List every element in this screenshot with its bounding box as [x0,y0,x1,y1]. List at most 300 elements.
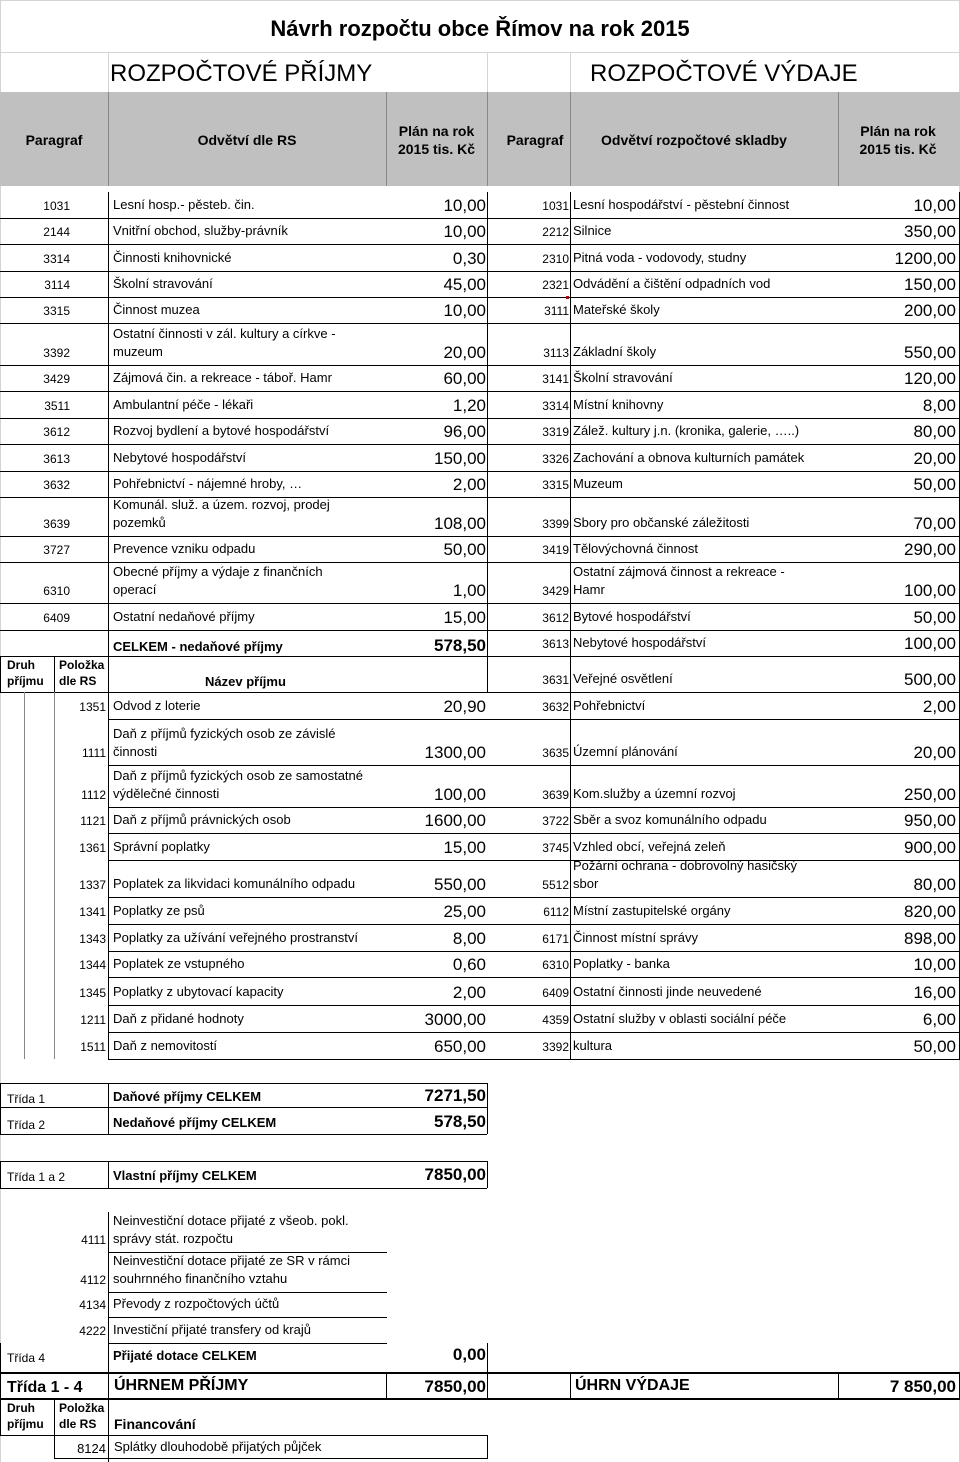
grid-line [487,1059,960,1060]
income-row-value: 1,00 [452,581,486,600]
grid-line [487,444,960,445]
grid-line [487,630,960,631]
tax-row-value: 550,00 [434,875,486,894]
splatky-name: Splátky dlouhodobě přijatých půjček [114,1439,322,1454]
grid-line [0,562,487,563]
tax-row-name: Odvod z loterie [113,698,201,713]
trida4-value: 0,00 [452,1345,486,1364]
grid-line [487,562,960,563]
tax-row-value: 0,60 [452,955,486,974]
grid-line [108,391,109,418]
grid-line [108,471,109,497]
expense-row-name: Pitná voda - vodovody, studny [573,250,747,265]
tax-row-name: Poplatky z ubytovací kapacity [113,984,284,999]
income-row-name: Činnost muzea [113,302,200,317]
grid-line [108,897,109,924]
grid-line [487,692,960,693]
expense-row-name: Činnost místní správy [573,930,698,945]
grid-line [108,1005,109,1032]
header-odvetvi-rs: Odvětví dle RS [197,132,297,148]
fin-dle-rs-label: dle RS [59,1417,97,1431]
expense-row-value: 120,00 [904,369,956,388]
grid-line [570,951,571,977]
income-row-code: 3392 [43,346,70,360]
grid-line [108,977,109,1005]
expense-row-code: 3392 [542,1040,569,1054]
grid-line [570,833,571,860]
expense-row-value: 950,00 [904,811,956,830]
tax-row-code: 1111 [81,746,106,760]
expense-row-code: 6112 [543,905,569,919]
expense-row-code: 3111 [544,304,569,318]
expense-row-value: 250,00 [904,785,956,804]
dotace-row-code: 4134 [79,1298,106,1312]
expense-row-value: 500,00 [904,670,956,689]
income-row-code: 3429 [43,372,70,386]
grid-line [487,656,960,657]
grid-line [487,297,960,298]
grid-line [108,562,109,603]
expense-row-code: 2321 [542,278,569,292]
income-row-name: Lesní hosp.- pěsteb. čin. [113,197,255,212]
financovani-label: Financování [114,1416,196,1432]
grid-line [0,1343,1,1372]
grid-line [570,807,571,833]
expense-row-code: 6171 [542,932,569,946]
expense-row-name: Poplatky - banka [573,956,670,971]
tax-row-code: 1511 [80,1040,106,1054]
grid-line [570,692,571,719]
grid-line [570,977,571,1005]
grid-line [108,244,109,271]
grid-line [108,1005,487,1006]
income-row-name: Činnosti knihovnické [113,250,232,265]
expense-row-name: Ostatní činnosti jinde neuvedené [573,984,762,999]
grid-line [570,1005,571,1032]
expense-row-code: 3326 [542,452,569,466]
income-row-name: Ambulantní péče - lékaři [113,397,254,412]
expense-row-code: 6409 [542,986,569,1000]
tax-row-value: 1300,00 [424,743,486,762]
grid-line [108,951,109,977]
expense-row-code: 2310 [542,252,569,266]
grid-line [570,656,571,692]
tax-row-value: 20,90 [443,697,486,716]
expense-row-name: Kom.služby a územní rozvoj [573,786,736,801]
expense-row-value: 2,00 [922,697,956,716]
grid-line [108,897,487,898]
tax-row-value: 15,00 [443,838,486,857]
grid-line [570,924,571,951]
grid-line [108,444,109,471]
income-row-code: 1031 [43,199,70,213]
expense-row-value: 100,00 [904,634,956,653]
expense-row-code: 3722 [542,814,569,828]
expense-row-value: 50,00 [913,475,956,494]
grid-line [108,1317,109,1343]
income-row-value: 45,00 [443,275,486,294]
grid-line [487,244,960,245]
expense-row-code: 3314 [542,399,569,413]
tax-row-name: Poplatky za užívání veřejného prostranství [113,930,358,945]
header-plan-line2: 2015 tis. Kč [397,141,476,157]
tax-row-code: 1343 [79,932,106,946]
grid-line [108,1343,387,1344]
expense-row-code: 3632 [542,700,569,714]
fin-druh-label: Druh [7,1401,35,1415]
tax-row-code: 1211 [80,1013,106,1027]
income-row-value: 2,00 [452,475,486,494]
dle-rs-label: dle RS [59,674,97,688]
grid-line [570,497,571,536]
grid-line [108,833,109,860]
tax-row-name: Daň z příjmů fyzických osob ze samostatné [113,768,363,783]
grid-line [108,536,109,562]
grid-line [487,218,960,219]
grid-line [487,897,960,898]
expense-row-value: 50,00 [913,608,956,627]
header-paragraf: Paragraf [25,132,83,148]
tax-row-name: Poplatky ze psů [113,903,205,918]
grid-line [108,1032,109,1059]
grid-line [108,692,109,719]
expense-row-code: 5512 [542,878,569,892]
grid-line [487,471,960,472]
income-row-code: 3511 [44,399,70,413]
expense-row-value: 150,00 [904,275,956,294]
expense-row-name: Zachování a obnova kulturních památek [573,450,805,465]
expense-row-name: Lesní hospodářství - pěstební činnost [573,197,790,212]
expense-row-name: Ostatní služby v oblasti sociální péče [573,1011,787,1026]
income-row-code: 6409 [43,611,70,625]
celkem-nedanove-value: 578,50 [434,636,486,655]
grid-line [570,765,571,807]
expense-row-code: 1031 [542,199,569,213]
income-row-value: 0,30 [452,249,486,268]
grid-line [108,218,109,244]
expense-row-value: 10,00 [913,196,956,215]
polozka-label: Položka [59,658,105,672]
income-row-code: 3639 [43,517,70,531]
page-title: Návrh rozpočtu obce Římov na rok 2015 [270,16,690,41]
expense-row-name: Mateřské školy [573,302,660,317]
expense-row-code: 3639 [542,788,569,802]
grid-line [108,977,487,978]
expense-row-code: 6310 [542,958,569,972]
prijmu-label: příjmu [7,674,44,688]
grid-line [108,807,109,833]
income-row-code: 3613 [43,452,70,466]
expense-row-value: 50,00 [913,1037,956,1056]
grid-line [0,536,487,537]
dotace-row-code: 4111 [81,1233,106,1247]
grid-line [570,860,571,897]
grid-line [108,271,109,297]
expense-row-value: 290,00 [904,540,956,559]
grid-line [0,365,487,366]
expense-row-code: 4359 [542,1013,569,1027]
grid-line [487,1343,488,1372]
expense-row-name: Sbory pro občanské záležitosti [573,515,750,530]
income-row-name: Ostatní nedaňové příjmy [113,609,255,624]
tax-row-value: 650,00 [434,1037,486,1056]
grid-line [570,192,571,218]
expense-section-title: ROZPOČTOVÉ VÝDAJE [590,60,858,87]
expense-row-value: 900,00 [904,838,956,857]
grid-line [108,833,487,834]
expense-row-code: 3113 [543,346,569,360]
grid-line [108,365,109,391]
grid-line [0,391,487,392]
expense-row-value: 10,00 [913,955,956,974]
grid-line [570,271,571,297]
expense-row-name: Tělovýchovná činnost [573,541,699,556]
tax-row-name: Daň z nemovitostí [113,1038,218,1053]
expense-row-code: 3419 [542,543,569,557]
income-row-code: 2144 [43,225,70,239]
expense-row-name: Místní knihovny [573,397,664,412]
splatky-code: 8124 [77,1441,106,1456]
grid-line [570,218,571,244]
expense-row-name: Muzeum [573,476,623,491]
tax-row-name: Poplatek za likvidaci komunálního odpadu [113,876,356,891]
income-row-value: 150,00 [434,449,486,468]
tax-row-code: 1345 [79,986,106,1000]
tax-row-name: Poplatek ze vstupného [113,956,245,971]
tax-row-name2: činnosti [113,744,158,759]
grid-line [487,1005,960,1006]
income-section-title: ROZPOČTOVÉ PŘÍJMY [110,60,373,87]
grid-line [108,1292,387,1293]
income-row-code: 3727 [43,543,70,557]
grid-line [108,765,109,807]
tax-row-name: Daň z příjmů právnických osob [113,812,291,827]
grid-line [108,1032,487,1033]
grid-line [487,1032,960,1033]
expense-row-name: Místní zastupitelské orgány [573,903,731,918]
grid-line [108,860,109,897]
dotace-row-name: Neinvestiční dotace přijaté z všeob. pokl. [113,1213,349,1228]
income-row-name: Komunál. služ. a územ. rozvoj, prodej [113,497,330,512]
grid-line [108,1292,109,1317]
grid-line [108,323,109,365]
expense-row-value: 200,00 [904,301,956,320]
expense-row-value: 70,00 [913,514,956,533]
expense-row-code: 3399 [542,517,569,531]
expense-row-name: kultura [573,1038,613,1053]
income-row-value: 10,00 [443,222,486,241]
expense-row-name: Bytové hospodářství [573,609,691,624]
grid-line [0,444,487,445]
dotace-row-name: Investiční přijaté transfery od krajů [113,1322,311,1337]
expense-row-name: Ostatní zájmová činnost a rekreace - [573,564,785,579]
grid-line [487,536,960,537]
grid-line [570,603,571,630]
expense-row-value: 80,00 [913,875,956,894]
grid-line [108,719,487,720]
expense-row-name2: Hamr [573,582,605,597]
grid-line [0,418,487,419]
grid-line [0,630,487,631]
grid-line [0,471,487,472]
expense-row-name: Územní plánování [573,744,678,759]
income-row-name: Zájmová čin. a rekreace - táboř. Hamr [113,370,332,385]
grid-line [487,977,960,978]
income-row-code: 3114 [44,278,70,292]
tax-row-name: Daň z přidané hodnoty [113,1011,244,1026]
grid-line [570,719,571,765]
grid-line [487,418,960,419]
grid-line [0,218,487,219]
expense-row-value: 820,00 [904,902,956,921]
trida12-label: Třída 1 a 2 [7,1170,66,1184]
grid-line [487,603,960,604]
expense-row-value: 6,00 [922,1010,956,1029]
grid-line [570,244,571,271]
expense-row-value: 20,00 [913,449,956,468]
dotace-row-name2: souhrnného finančního vztahu [113,1271,288,1286]
vlastni-celkem-value: 7850,00 [424,1165,486,1184]
expense-row-name: Veřejné osvětlení [573,671,673,686]
income-row-value: 10,00 [443,196,486,215]
dotace-row-name: Převody z rozpočtových účtů [113,1296,280,1311]
tax-row-code: 1337 [79,878,106,892]
tax-row-name: Daň z příjmů fyzických osob ze závislé [113,726,336,741]
header-paragraf-expense: Paragraf [506,132,564,148]
income-row-value: 15,00 [443,608,486,627]
grid-line [487,719,960,720]
dotace-row-code: 4112 [80,1273,106,1287]
grid-line [0,323,487,324]
grid-line [108,192,109,218]
tax-row-value: 25,00 [443,902,486,921]
expense-row-code: 3745 [542,841,569,855]
tax-row-code: 1121 [80,814,106,828]
income-row-name: Vnitřní obchod, služby-právník [113,223,288,238]
nedanove-celkem-label: Nedaňové příjmy CELKEM [113,1115,277,1130]
uhrn-vydaje-label: ÚHRN VÝDAJE [575,1377,690,1394]
grid-line [487,765,960,766]
danove-celkem-value: 7271,50 [424,1086,486,1105]
trida4-label: Třída 4 [7,1351,46,1365]
expense-row-code: 3319 [542,425,569,439]
expense-row-value: 898,00 [904,929,956,948]
income-row-code: 6310 [43,584,70,598]
grid-line [108,1317,387,1318]
grid-line [108,1343,109,1372]
income-row-value: 60,00 [443,369,486,388]
tax-row-name2: výdělečné činnosti [113,786,220,801]
dotace-row-code: 4222 [79,1324,106,1338]
tax-row-value: 8,00 [452,929,486,948]
income-row-name2: muzeum [113,344,163,359]
tax-row-code: 1112 [81,788,106,802]
expense-row-value: 80,00 [913,422,956,441]
tax-row-code: 1351 [79,700,106,714]
income-row-name: Pohřebnictví - nájemné hroby, … [113,476,303,491]
expense-row-value: 16,00 [913,983,956,1002]
tax-row-code: 1341 [79,905,106,919]
grid-line [570,471,571,497]
grid-line [0,244,487,245]
income-row-name2: pozemků [113,515,166,530]
tax-row-code: 1344 [79,958,106,972]
grid-line [108,630,109,656]
grid-line [108,765,487,766]
tax-row-value: 1600,00 [424,811,486,830]
header-odvetvi-skladby: Odvětví rozpočtové skladby [601,132,787,148]
expense-row-name: Základní školy [573,344,657,359]
druh-label: Druh [7,658,35,672]
grid-line [108,418,109,444]
grid-line [108,1212,109,1252]
income-row-value: 96,00 [443,422,486,441]
grid-line [108,603,109,630]
grid-line [570,536,571,562]
dotace-row-name: Neinvestiční dotace přijaté ze SR v rámci [113,1253,350,1268]
expense-row-name2: sbor [573,876,599,891]
expense-row-code: 2212 [542,225,569,239]
header-plan2-line1: Plán na rok [860,123,936,139]
grid-line [570,365,571,391]
tax-row-value: 100,00 [434,785,486,804]
fin-polozka-label: Položka [59,1401,105,1415]
grid-line [570,444,571,471]
income-row-name: Nebytové hospodářství [113,450,246,465]
expense-row-name: Silnice [573,223,612,238]
grid-line [108,951,487,952]
income-row-name: Ostatní činnosti v zál. kultury a církve - [113,326,336,341]
expense-row-value: 550,00 [904,343,956,362]
header-plan2-line2: 2015 tis. Kč [859,141,937,157]
expense-row-code: 3429 [542,584,569,598]
grid-line [570,391,571,418]
trida1-label: Třída 1 [7,1092,46,1106]
grid-line [487,807,960,808]
income-row-code: 3612 [43,425,70,439]
grid-line [108,860,487,861]
expense-row-name: Nebytové hospodářství [573,635,706,650]
trida2-label: Třída 2 [7,1118,46,1132]
expense-row-name: Školní stravování [573,370,673,385]
expense-row-code: 3141 [542,372,569,386]
expense-row-name: Zálež. kultury j.n. (kronika, galerie, …..) [573,423,800,438]
expense-row-name: Odvádění a čištění odpadních vod [573,276,771,291]
expense-row-code: 3315 [542,478,569,492]
grid-line [487,497,960,498]
grid-line [570,418,571,444]
expense-row-code: 3613 [542,637,569,651]
grid-line [108,719,109,765]
expense-row-code: 3635 [542,746,569,760]
expense-row-name: Pohřebnictví [573,698,646,713]
income-row-code: 3315 [43,304,70,318]
grid-line [487,391,960,392]
grid-line [108,807,487,808]
grid-line [108,297,109,323]
grid-line [54,692,55,1059]
grid-line [0,271,487,272]
expense-row-code: 3612 [542,611,569,625]
income-row-name: Obecné příjmy a výdaje z finančních [113,564,323,579]
expense-row-value: 100,00 [904,581,956,600]
fin-prijmu-label: příjmu [7,1417,44,1431]
income-row-value: 1,20 [452,396,486,415]
income-row-name: Prevence vzniku odpadu [113,541,256,556]
uhrn-vydaje-value: 7 850,00 [889,1377,956,1396]
tax-row-name: Správní poplatky [113,839,210,854]
uhrn-trida-label: Třída 1 - 4 [7,1379,83,1396]
